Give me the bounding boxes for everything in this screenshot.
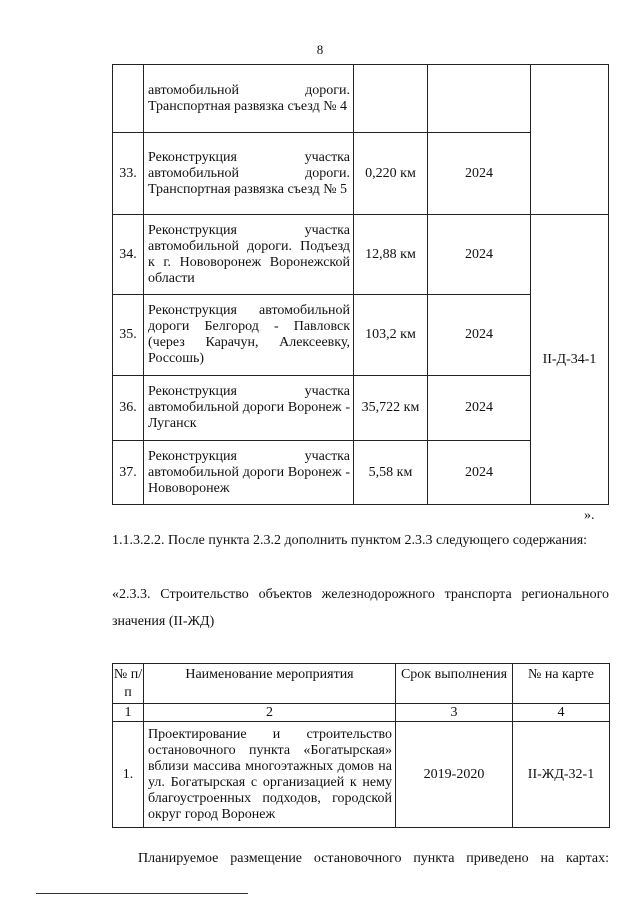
row-period: 2019-2020 xyxy=(396,722,513,828)
table-row xyxy=(113,722,610,828)
footnote-divider xyxy=(36,893,248,894)
page-number: 8 xyxy=(316,42,324,57)
row-year: 2024 xyxy=(428,133,531,215)
row-length: 103,2 км xyxy=(354,295,428,376)
railway-table xyxy=(112,663,610,828)
header-name: Наименование мероприятия xyxy=(144,664,396,704)
paragraph-maps: Планируемое размещение остановочного пункта приведено на картах: xyxy=(138,851,609,866)
column-number-row xyxy=(113,704,610,722)
col-number: 1 xyxy=(113,704,144,722)
table-row xyxy=(113,65,609,133)
roads-table xyxy=(112,64,609,505)
paragraph-amendment: 1.1.3.2.2. После пункта 2.3.2 дополнить пунктом 2.3.3 следующего содержания: xyxy=(112,533,588,548)
row-map-code-empty xyxy=(531,65,609,215)
row-year: 2024 xyxy=(428,215,531,295)
row-year: 2024 xyxy=(428,295,531,376)
row-name: Реконструкция участка автомобильной дороги Воронеж - Луганск xyxy=(144,376,354,441)
map-code: II-Д-34-1 xyxy=(531,215,609,505)
col-number: 3 xyxy=(396,704,513,722)
row-number: 37. xyxy=(113,441,144,505)
table-header-row xyxy=(113,664,610,704)
row-name: Реконструкция участка автомобильной дороги Воронеж - Нововоронеж xyxy=(144,441,354,505)
table-row xyxy=(113,215,609,295)
row-name: Реконструкция участка автомобильной дороги. Подъезд к г. Нововоронеж Воронежской области xyxy=(144,215,354,295)
closing-quote: ». xyxy=(584,508,595,523)
row-year xyxy=(428,65,531,133)
row-number: 33. xyxy=(113,133,144,215)
col-number: 4 xyxy=(513,704,610,722)
row-number: 36. xyxy=(113,376,144,441)
header-number: № п/п xyxy=(113,664,144,704)
row-number: 1. xyxy=(113,722,144,828)
row-map-code: II-ЖД-32-1 xyxy=(513,722,610,828)
row-number xyxy=(113,65,144,133)
paragraph-section-title: «2.3.3. Строительство объектов железнодорожного транспорта регионального значения (II-ЖД) xyxy=(112,587,609,629)
row-length: 5,58 км xyxy=(354,441,428,505)
row-length: 0,220 км xyxy=(354,133,428,215)
col-number: 2 xyxy=(144,704,396,722)
row-number: 35. xyxy=(113,295,144,376)
row-year: 2024 xyxy=(428,441,531,505)
row-name: Проектирование и строительство остановочного пункта «Богатырская» вблизи массива многоэтажных домов на ул. Богатырская с организацией к нему благоустроенных подходов, городской округ город Воронеж xyxy=(144,722,396,828)
row-length: 12,88 км xyxy=(354,215,428,295)
header-map: № на карте xyxy=(513,664,610,704)
row-length: 35,722 км xyxy=(354,376,428,441)
header-period: Срок выполнения xyxy=(396,664,513,704)
row-length xyxy=(354,65,428,133)
row-year: 2024 xyxy=(428,376,531,441)
row-name: автомобильной дороги. Транспортная развязка съезд № 4 xyxy=(144,65,354,133)
row-name: Реконструкция автомобильной дороги Белгород - Павловск (через Карачун, Алексеевку, Россошь) xyxy=(144,295,354,376)
row-name: Реконструкция участка автомобильной дороги. Транспортная развязка съезд № 5 xyxy=(144,133,354,215)
row-number: 34. xyxy=(113,215,144,295)
